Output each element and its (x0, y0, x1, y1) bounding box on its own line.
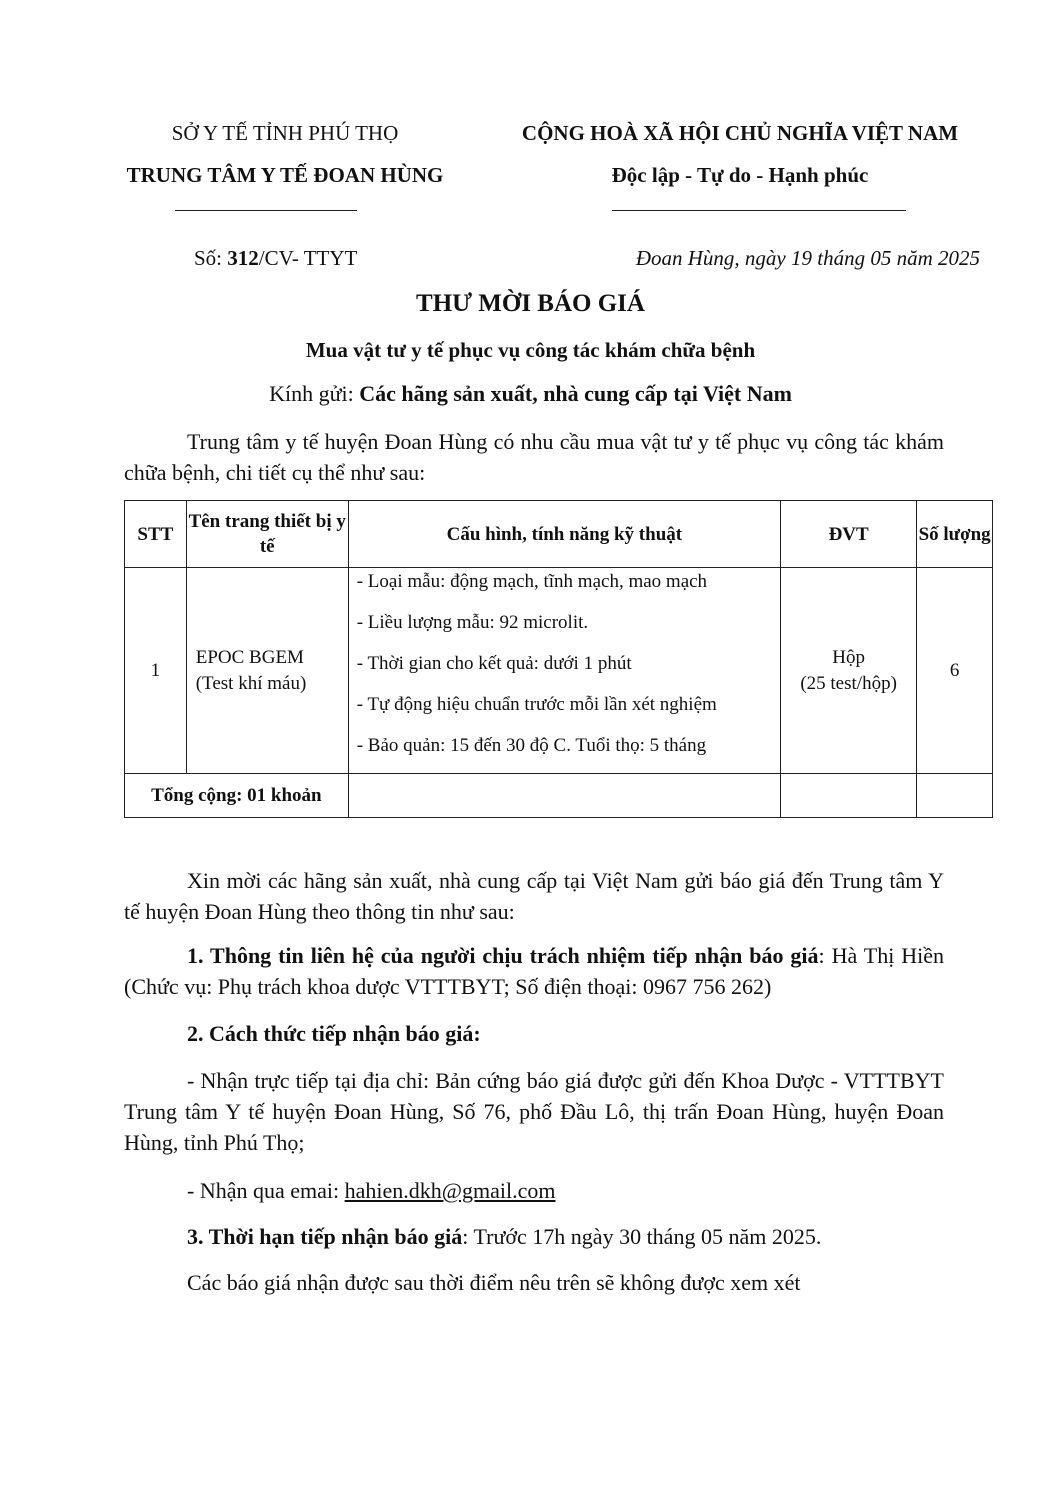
spec-item: - Bảo quản: 15 đến 30 độ C. Tuổi thọ: 5 tháng (356, 735, 707, 756)
section-3 (124, 1221, 944, 1252)
section-2-email (124, 1175, 944, 1206)
total-label: Tổng cộng: 01 khoản (125, 774, 349, 818)
issuer-name: TRUNG TÂM Y TẾ ĐOAN HÙNG (126, 163, 444, 187)
motto-underline (612, 210, 906, 211)
document-number (194, 246, 357, 271)
header-unit: ĐVT (780, 501, 916, 568)
section-2-heading (124, 1018, 944, 1049)
issuer-department: SỞ Y TẾ TỈNH PHÚ THỌ (171, 121, 399, 145)
document-number-suffix: /CV- TTYT (258, 246, 358, 270)
spec-item: - Loại mẫu: động mạch, tĩnh mạch, mao mạch (356, 571, 708, 592)
document-number-prefix: Số: (194, 246, 228, 270)
email-link[interactable]: hahien.dkh@gmail.com (344, 1178, 556, 1203)
spec-item: - Tự động hiệu chuẩn trước mỗi lần xét nghiệm (356, 694, 717, 715)
table-header-row (125, 501, 993, 568)
issuer-underline (175, 210, 357, 211)
document-number-value: 312 (227, 246, 259, 270)
document-date: Đoan Hùng, ngày 19 tháng 05 năm 2025 (635, 246, 980, 270)
section-2-direct: - Nhận trực tiếp tại địa chỉ: Bản cứng báo giá được gửi đến Khoa Dược - VTTTBYT Trung tâm Y tế huyện Đoan Hùng, Số 76, phố Đầu Lô, thị trấn Đoan Hùng, huyện Đoan Hùng, tỉnh Phú Thọ; (124, 1068, 944, 1155)
row-spec (348, 568, 780, 774)
section-1-heading: 1. Thông tin liên hệ của người chịu trách nhiệm tiếp nhận báo giá (187, 943, 819, 968)
spec-list (349, 568, 780, 773)
document-subtitle: Mua vật tư y tế phục vụ công tác khám chữa bệnh (305, 338, 756, 362)
section-2-heading-text: 2. Cách thức tiếp nhận báo giá: (187, 1021, 481, 1046)
invite-paragraph: Xin mời các hãng sản xuất, nhà cung cấp tại Việt Nam gửi báo giá đến Trung tâm Y tế huyện Đoan Hùng theo thông tin như sau: (124, 868, 944, 924)
row-stt: 1 (125, 568, 187, 774)
row-unit-line1: Hộp (832, 646, 865, 668)
closing-note: Các báo giá nhận được sau thời điểm nêu trên sẽ không được xem xét (187, 1270, 801, 1295)
header-stt: STT (125, 501, 187, 568)
national-motto-block (495, 118, 985, 190)
greeting-recipient: Các hãng sản xuất, nhà cung cấp tại Việt Nam (359, 381, 792, 406)
total-qty-empty (917, 774, 993, 818)
issuer-block (100, 118, 470, 190)
greeting (0, 381, 1061, 407)
header-name: Tên trang thiết bị y tế (186, 501, 348, 568)
spec-item: - Thời gian cho kết quả: dưới 1 phút (356, 653, 632, 674)
row-unit (780, 568, 916, 774)
table-row (125, 568, 993, 774)
section-1 (124, 940, 944, 1002)
greeting-prefix: Kính gửi: (269, 381, 360, 406)
table-total-row (125, 774, 993, 818)
total-unit-empty (780, 774, 916, 818)
header-spec: Cấu hình, tính năng kỹ thuật (348, 501, 780, 568)
row-name (186, 568, 348, 774)
header-qty: Số lượng (917, 501, 993, 568)
document-title: THƯ MỜI BÁO GIÁ (416, 290, 645, 317)
email-label: - Nhận qua emai: (187, 1178, 345, 1203)
row-name-line2: (Test khí máu) (195, 672, 307, 694)
row-qty: 6 (917, 568, 993, 774)
section-1-text: : Hà Thị Hiền (Chức vụ: Phụ trách khoa dược VTTTBYT; Số điện thoại: 0967 756 262) (124, 943, 944, 999)
intro-paragraph: Trung tâm y tế huyện Đoan Hùng có nhu cầu mua vật tư y tế phục vụ công tác khám chữa bệnh, chi tiết cụ thể như sau: (124, 429, 944, 485)
row-name-line1: EPOC BGEM (195, 646, 304, 668)
national-motto: Độc lập - Tự do - Hạnh phúc (611, 163, 869, 187)
section-3-text: : Trước 17h ngày 30 tháng 05 năm 2025. (462, 1224, 822, 1249)
country-name: CỘNG HOÀ XÃ HỘI CHỦ NGHĨA VIỆT NAM (521, 121, 959, 145)
items-table (124, 500, 993, 818)
spec-item: - Liều lượng mẫu: 92 microlit. (356, 612, 589, 633)
row-unit-line2: (25 test/hộp) (800, 672, 897, 694)
total-spec-empty (348, 774, 780, 818)
section-3-heading: 3. Thời hạn tiếp nhận báo giá (187, 1224, 463, 1249)
